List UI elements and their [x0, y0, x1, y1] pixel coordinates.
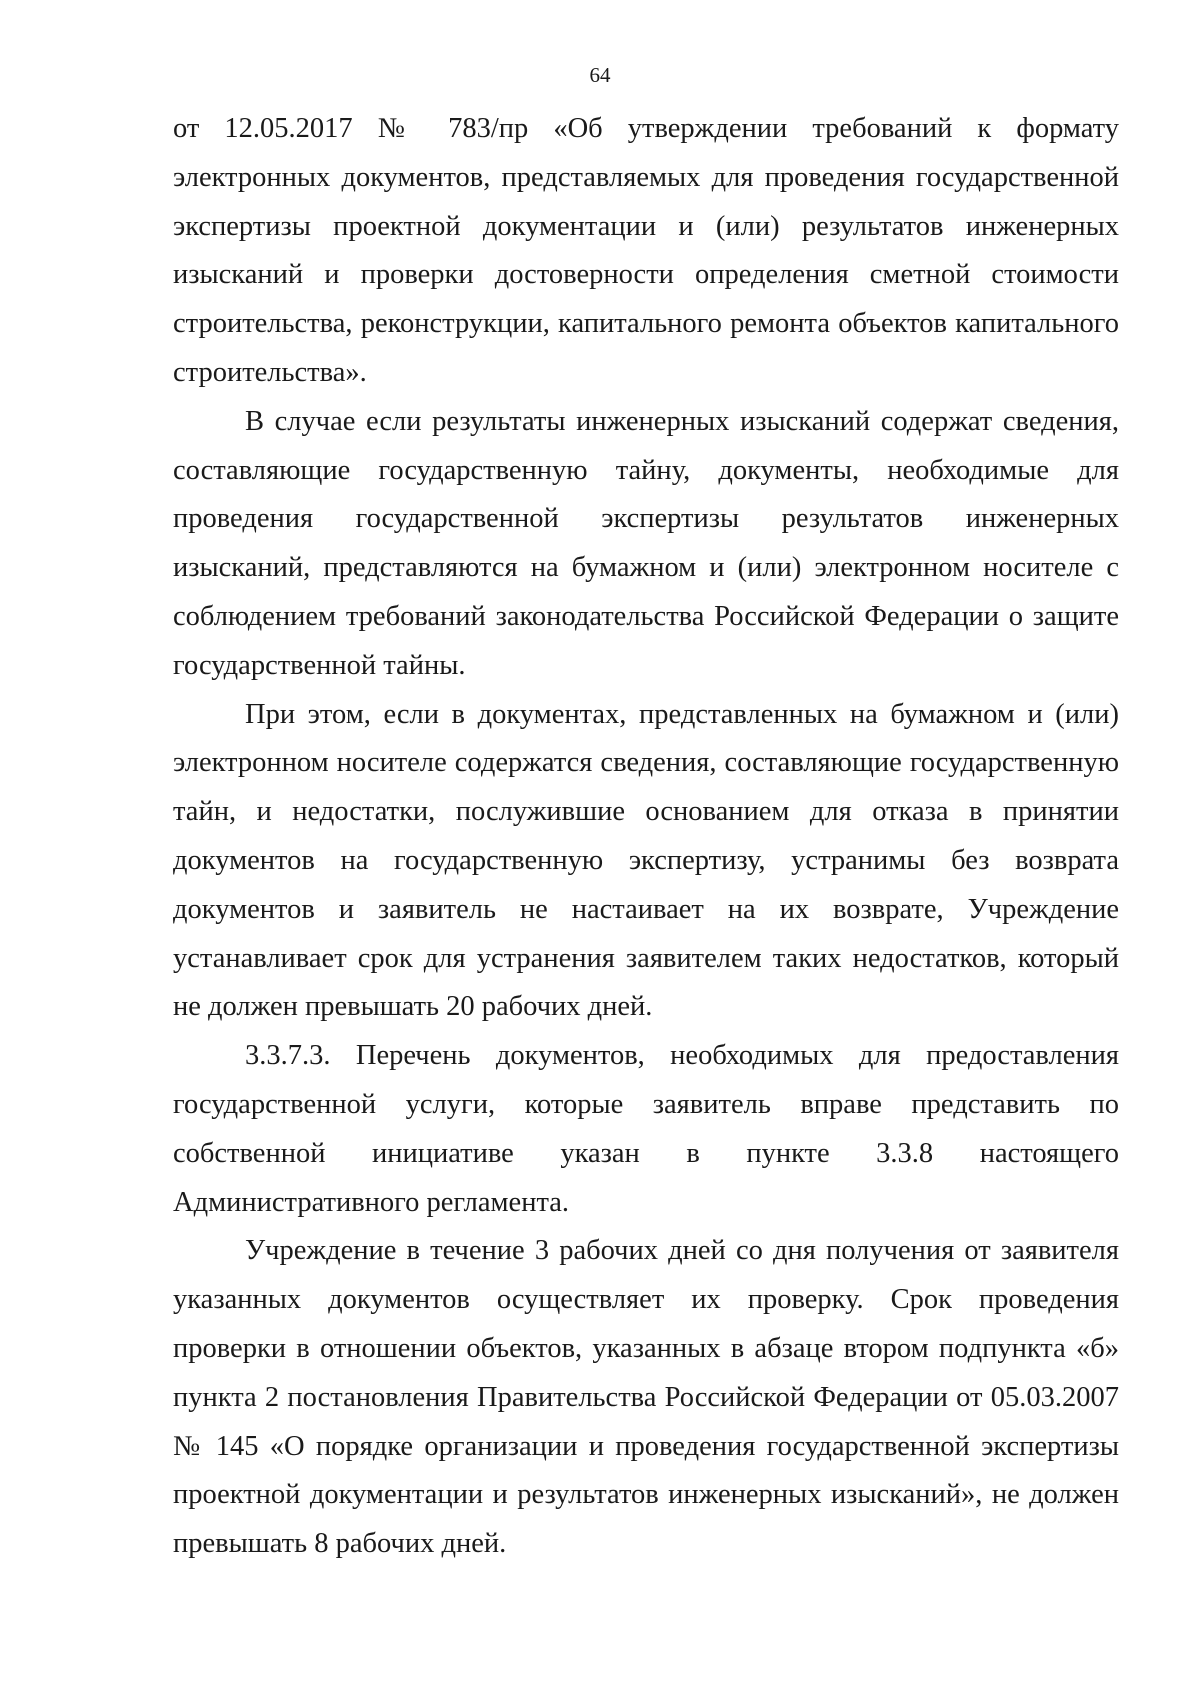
paragraph-continuation: от 12.05.2017 № 783/пр «Об утверждении требований к формату электронных документов, представляемых для проведения государственной экспертизы проектной документации и (или) результатов инженерных изысканий и проверки достоверности определения сметной стоимости строительства, реконструкции, капитального ремонта объектов капитального строительства».: [173, 113, 1119, 388]
document-body: [173, 105, 1119, 1569]
paragraph-verification-term: Учреждение в течение 3 рабочих дней со дня получения от заявителя указанных документов осуществляет их проверку. Срок проведения проверки в отношении объектов, указанных в абзаце втором подпункта «б» пункта 2 постановления Правительства Российской Федерации от 05.03.2007 № 145 «О порядке организации и проведения государственной экспертизы проектной документации и результатов инженерных изысканий», не должен превышать 8 рабочих дней.: [173, 1235, 1119, 1560]
paragraph-deficiencies: При этом, если в документах, представленных на бумажном и (или) электронном носителе содержатся сведения, составляющие государственную тайн, и недостатки, послужившие основанием для отказа в принятии документов на государственную экспертизу, устранимы без возврата документов и заявитель не настаивает на их возврате, Учреждение устанавливает срок для устранения заявителем таких недостатков, который не должен превышать 20 рабочих дней.: [173, 698, 1119, 1023]
paragraph-state-secret: В случае если результаты инженерных изысканий содержат сведения, составляющие государственную тайну, документы, необходимые для проведения государственной экспертизы результатов инженерных изысканий, представляются на бумажном и (или) электронном носителе с соблюдением требований законодательства Российской Федерации о защите государственной тайны.: [173, 405, 1119, 681]
page-number: 64: [589, 63, 611, 87]
paragraph-3-3-7-3: 3.3.7.3. Перечень документов, необходимых для предоставления государственной услуги, которые заявитель вправе представить по собственной инициативе указан в пункте 3.3.8 настоящего Административного регламента.: [173, 1040, 1119, 1218]
